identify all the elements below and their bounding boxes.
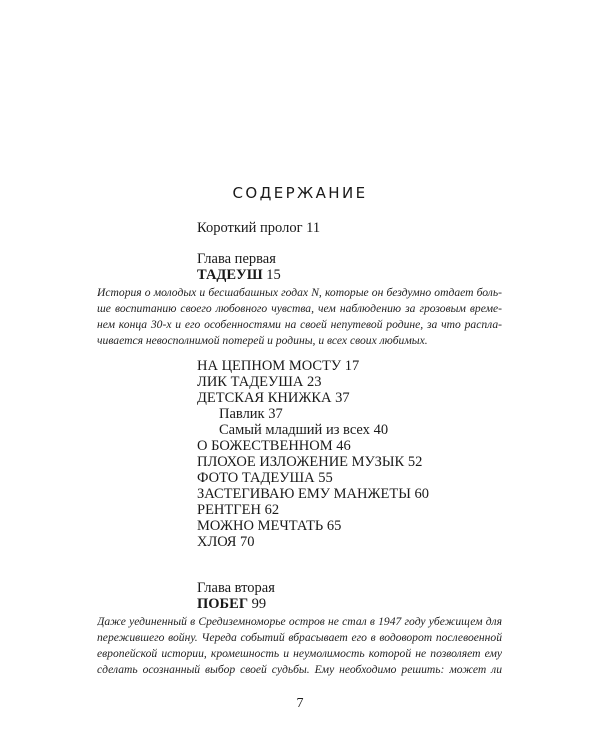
entry-page: 37 — [268, 406, 283, 422]
entry-page: 40 — [373, 422, 389, 438]
description-line: Даже уединенный в Средиземноморье остров не стал в 1947 году убежищем для — [97, 615, 502, 628]
toc-entry-section[interactable] — [197, 438, 351, 455]
entry-title: НА ЦЕПНОМ МОСТУ — [197, 358, 342, 374]
toc-entry-subsection[interactable] — [219, 406, 283, 423]
entry-title: Самый младший из всех — [219, 422, 370, 438]
description-line: сделать осознанный выбор своей судьбы. Ему необходимо решить: может ли — [97, 663, 502, 676]
chapter-label: Глава первая — [197, 251, 276, 267]
description-line: История о молодых и бесшабашных годах N, которые он бездумно отдает боль- — [97, 286, 502, 299]
entry-title: ХЛОЯ — [197, 534, 237, 550]
page-number: 7 — [296, 696, 304, 711]
chapter-title: ТАДЕУШ — [197, 267, 263, 283]
description-line: пережившего войну. Череда событий вбрасывает его в водоворот послевоенной — [97, 631, 502, 644]
entry-title: ПЛОХОЕ ИЗЛОЖЕНИЕ МУЗЫК — [197, 454, 405, 470]
toc-entry-chapter-1[interactable] — [197, 267, 281, 284]
toc-entry-section[interactable] — [197, 518, 341, 535]
toc-entry-section[interactable] — [197, 358, 359, 375]
entry-page: 70 — [240, 534, 255, 550]
toc-entry-subsection[interactable] — [219, 422, 388, 439]
description-line: ше воспитанию своего любовного чувства, чем наблюдению за грозовым време- — [97, 302, 502, 315]
entry-page: 60 — [414, 486, 429, 502]
toc-entry-section[interactable] — [197, 390, 350, 407]
entry-page: 55 — [318, 470, 333, 486]
toc-entry-section[interactable] — [197, 534, 255, 551]
toc-entry-section[interactable] — [197, 454, 422, 471]
entry-page: 46 — [336, 438, 351, 454]
page-heading: СОДЕРЖАНИЕ — [232, 184, 368, 202]
description-line: чивается невосполнимой потерей и родины, и всех своих любимых. — [97, 334, 428, 347]
entry-page: 52 — [407, 454, 423, 470]
chapter-title: ПОБЕГ — [197, 596, 249, 612]
toc-entry-section[interactable] — [197, 486, 429, 503]
entry-page: 65 — [326, 518, 342, 534]
description-line: нем конца 30-х и его особенностями на своей непутевой родине, за что распла- — [97, 318, 502, 331]
description-line: европейской истории, кромешность и неумолимость которой не позволяет ему — [97, 647, 502, 660]
entry-page: 99 — [251, 596, 267, 612]
entry-page: 37 — [335, 390, 350, 406]
toc-entry-section[interactable] — [197, 502, 279, 519]
entry-title: МОЖНО МЕЧТАТЬ — [197, 518, 324, 534]
chapter-description — [97, 285, 502, 349]
toc-entry-section[interactable] — [197, 374, 321, 391]
toc-entry-chapter-2[interactable] — [197, 596, 266, 613]
entry-page: 17 — [344, 358, 360, 374]
entry-page: 11 — [306, 220, 321, 236]
entry-title: ЗАСТЕГИВАЮ ЕМУ МАНЖЕТЫ — [197, 486, 411, 502]
entry-title: Павлик — [219, 406, 265, 422]
entry-title: РЕНТГЕН — [197, 502, 261, 518]
toc-entry-prologue[interactable] — [197, 220, 320, 237]
entry-title: ФОТО ТАДЕУША — [197, 470, 315, 486]
entry-title: ДЕТСКАЯ КНИЖКА — [197, 390, 332, 406]
entry-title: О БОЖЕСТВЕННОМ — [197, 438, 333, 454]
entry-title: ЛИК ТАДЕУША — [197, 374, 304, 390]
entry-page: 15 — [266, 267, 281, 283]
entry-title: Короткий пролог — [197, 220, 303, 236]
entry-page: 62 — [264, 502, 280, 518]
chapter-description — [97, 614, 502, 678]
chapter-label: Глава вторая — [197, 580, 275, 596]
toc-entry-section[interactable] — [197, 470, 333, 487]
entry-page: 23 — [306, 374, 322, 390]
